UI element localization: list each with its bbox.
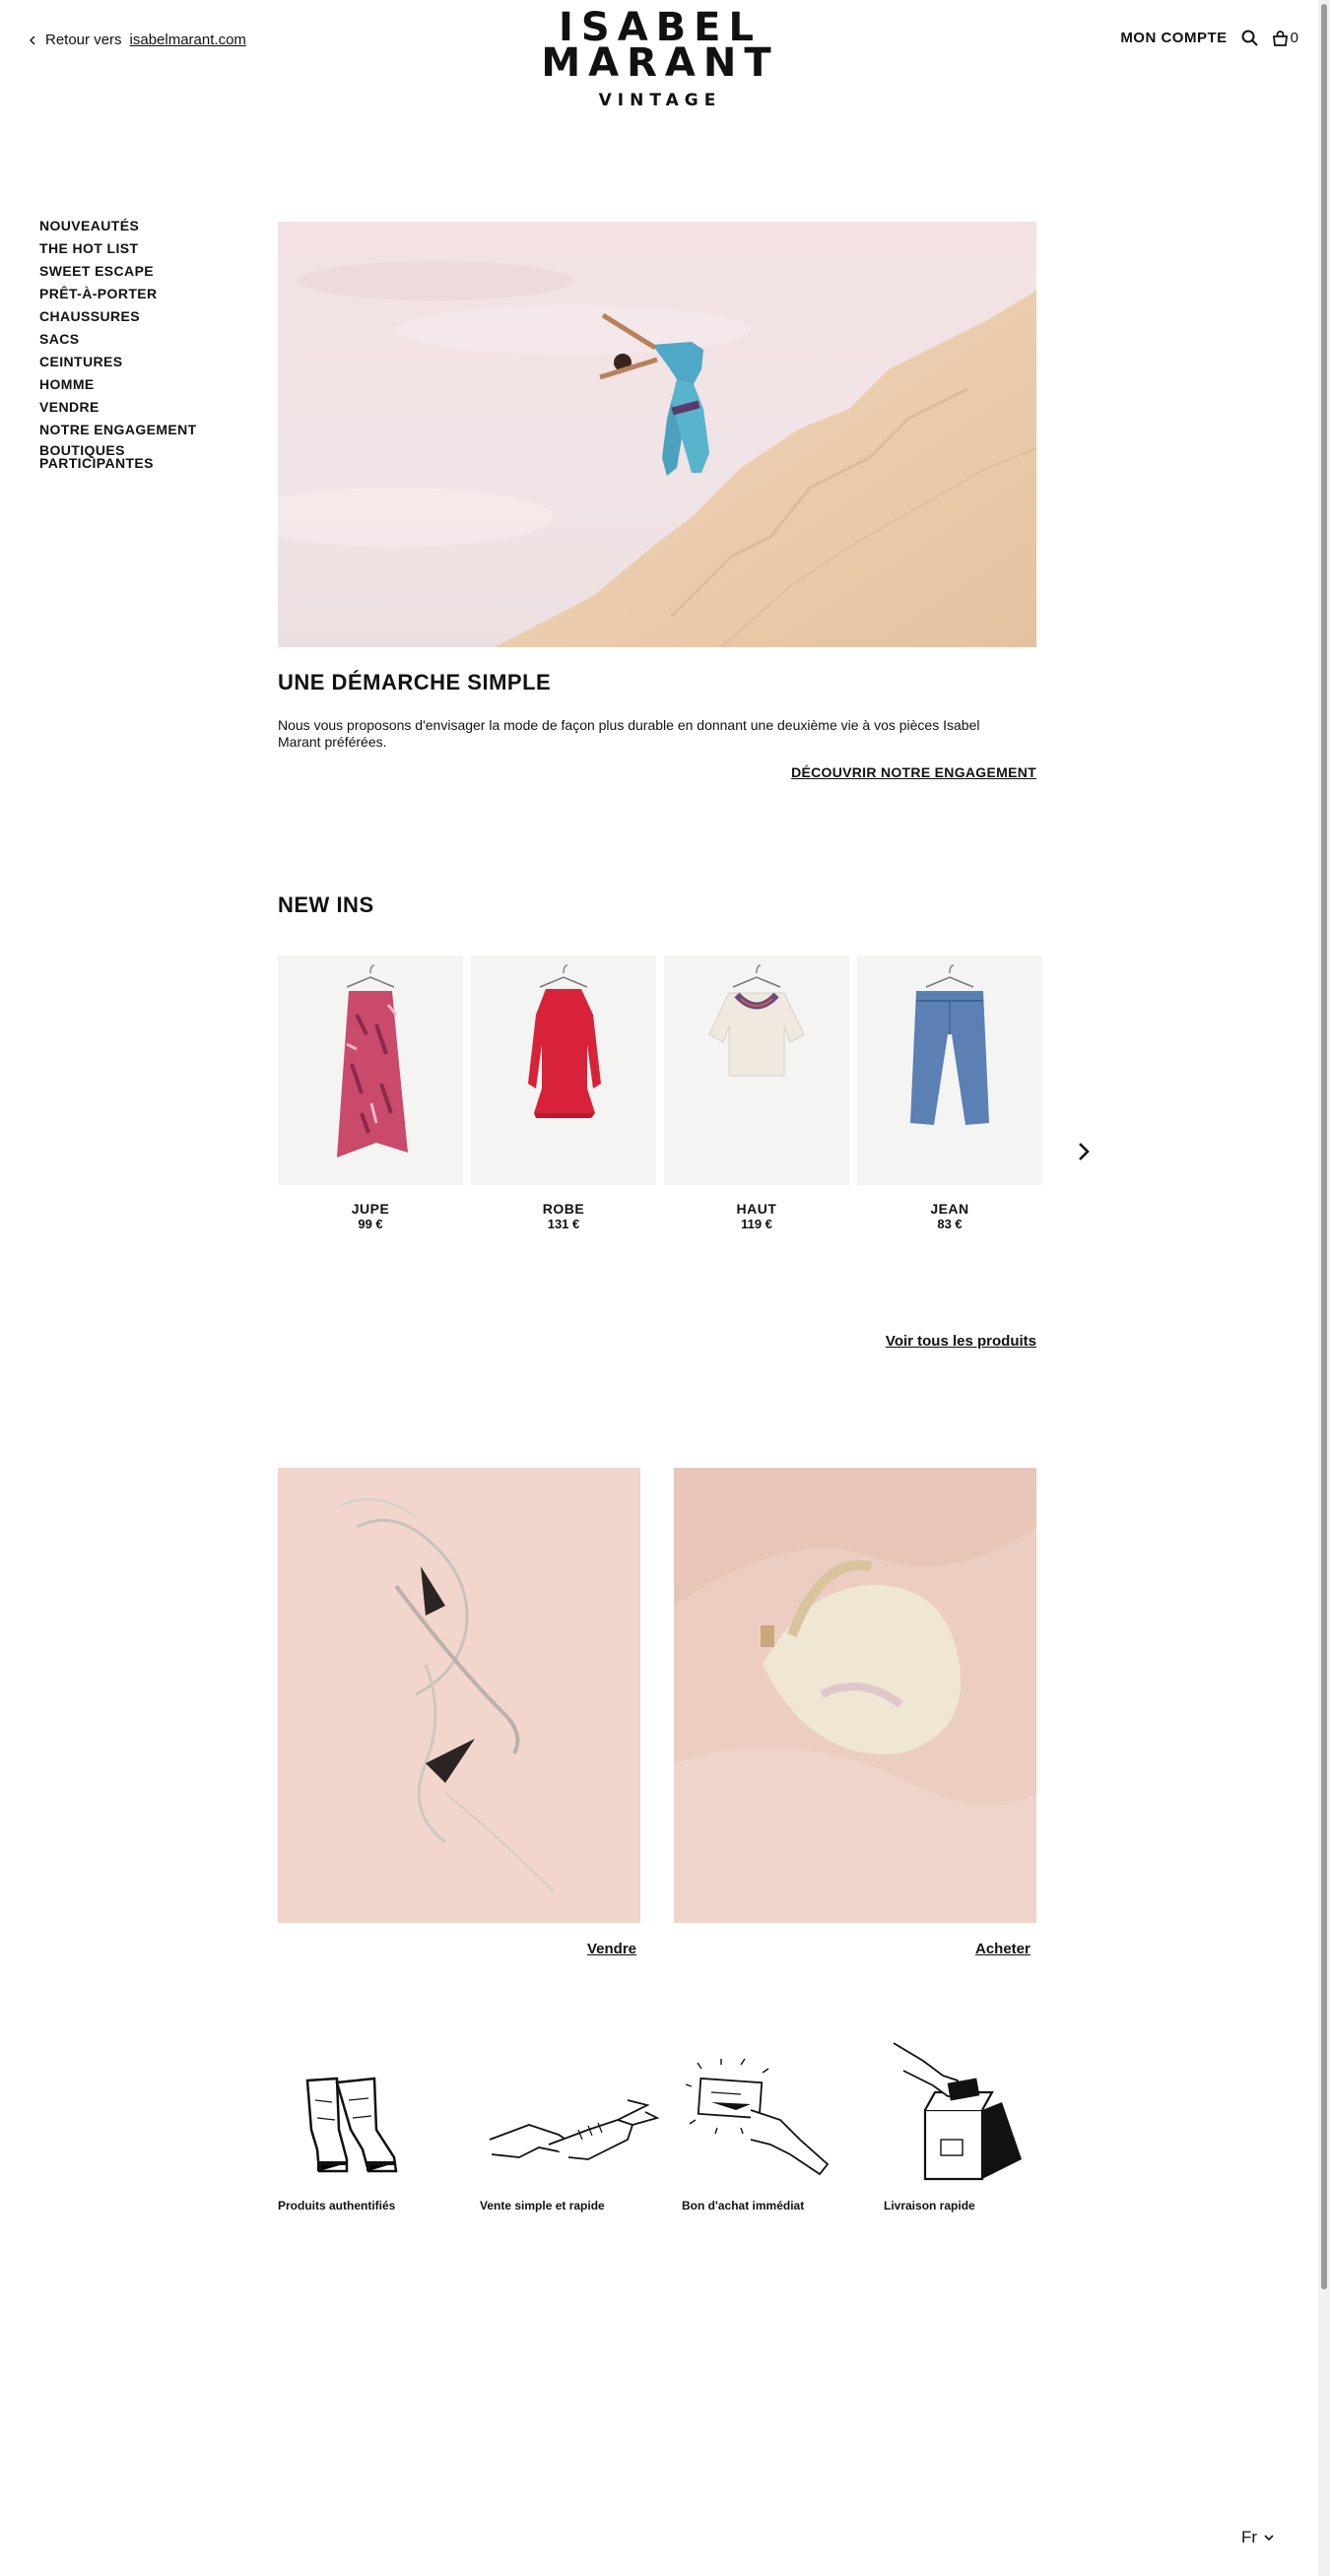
voucher-icon xyxy=(682,2031,879,2194)
sell-promo-image[interactable] xyxy=(278,1468,640,1923)
view-all-products-link[interactable]: Voir tous les produits xyxy=(885,1333,1036,1350)
sidebar-item-sacs[interactable]: SACS xyxy=(39,331,80,347)
product-price: 99 € xyxy=(358,1217,383,1231)
page-scrollbar[interactable] xyxy=(1318,0,1330,2576)
feature-label: Vente simple et rapide xyxy=(480,2199,605,2213)
header xyxy=(0,0,1330,118)
product-image xyxy=(857,956,1042,1185)
search-icon xyxy=(1241,30,1258,46)
account-link[interactable]: MON COMPTE xyxy=(1120,30,1228,46)
product-image xyxy=(278,956,463,1185)
product-card[interactable] xyxy=(278,956,463,1231)
product-image xyxy=(471,956,656,1185)
site-logo[interactable] xyxy=(512,5,808,110)
intro-text: Nous vous proposons d'envisager la mode de façon plus durable en donnant une deuxième vie à vos pièces Isabel Marant préférées. xyxy=(278,717,980,750)
sidebar-item-notre-engagement[interactable]: NOTRE ENGAGEMENT xyxy=(39,422,197,437)
feature-fast-delivery xyxy=(884,2031,1081,2213)
back-link-prefix: Retour vers xyxy=(45,32,122,48)
product-image xyxy=(664,956,849,1185)
product-price: 119 € xyxy=(741,1217,772,1231)
language-selector[interactable] xyxy=(1241,2528,1275,2547)
product-name: JEAN xyxy=(930,1201,969,1217)
product-card[interactable] xyxy=(664,956,849,1231)
sidebar-item-boutiques-participantes[interactable] xyxy=(39,442,236,471)
chevron-left-icon xyxy=(28,35,37,45)
sell-link[interactable]: Vendre xyxy=(587,1941,637,1957)
handshake-icon xyxy=(480,2031,677,2194)
intro-title: UNE DÉMARCHE SIMPLE xyxy=(278,670,552,694)
logo-line-2: MARANT xyxy=(541,40,779,86)
buy-link[interactable]: Acheter xyxy=(975,1941,1031,1957)
sidebar-item-hot-list[interactable]: THE HOT LIST xyxy=(39,240,139,256)
product-price: 131 € xyxy=(547,1217,580,1231)
cart-count: 0 xyxy=(1290,30,1298,46)
feature-simple-sale xyxy=(480,2031,677,2213)
logo-line-3: VINTAGE xyxy=(598,91,722,110)
product-carousel xyxy=(278,956,1036,1231)
feature-label: Produits authentifiés xyxy=(278,2199,396,2213)
search-button[interactable] xyxy=(1241,30,1258,46)
discover-engagement-link[interactable]: DÉCOUVRIR NOTRE ENGAGEMENT xyxy=(791,764,1036,780)
product-name: HAUT xyxy=(736,1201,777,1217)
boots-icon xyxy=(278,2031,475,2194)
back-link-site[interactable]: isabelmarant.com xyxy=(129,32,246,48)
sidebar-item-homme[interactable]: HOMME xyxy=(39,376,95,392)
chevron-right-icon xyxy=(1072,1138,1096,1165)
sidebar-item-chaussures[interactable]: CHAUSSURES xyxy=(39,308,141,324)
product-card[interactable] xyxy=(471,956,656,1231)
sidebar-item-vendre[interactable]: VENDRE xyxy=(39,399,100,415)
language-current: Fr xyxy=(1241,2528,1258,2546)
hero-image xyxy=(278,222,1036,647)
product-price: 83 € xyxy=(937,1217,963,1231)
sidebar-item-sweet-escape[interactable]: SWEET ESCAPE xyxy=(39,263,155,279)
new-ins-title: NEW INS xyxy=(278,892,374,917)
sidebar-item-ceintures[interactable]: CEINTURES xyxy=(39,354,123,369)
feature-label: Bon d'achat immédiat xyxy=(682,2199,805,2213)
sidebar-item-pret-a-porter[interactable]: PRÊT-À-PORTER xyxy=(39,286,158,301)
header-actions xyxy=(1120,30,1298,46)
sidebar-item-label-line-2: PARTICIPANTES xyxy=(39,455,154,471)
carousel-next-button[interactable] xyxy=(1072,1138,1096,1165)
sidebar-item-label-line-1: BOUTIQUES xyxy=(39,442,125,458)
feature-authenticated xyxy=(278,2031,475,2213)
sidebar-item-nouveautes[interactable]: NOUVEAUTÉS xyxy=(39,218,140,233)
buy-promo-image[interactable] xyxy=(674,1468,1036,1923)
product-name: ROBE xyxy=(542,1201,585,1217)
back-to-site-link[interactable] xyxy=(28,32,246,48)
feature-label: Livraison rapide xyxy=(884,2199,975,2213)
bag-icon xyxy=(1272,31,1289,46)
feature-voucher xyxy=(682,2031,879,2213)
logo-line-1: ISABEL xyxy=(559,5,762,50)
product-name: JUPE xyxy=(351,1201,390,1217)
sidebar-nav xyxy=(39,219,236,470)
cart-button[interactable] xyxy=(1272,30,1298,46)
chevron-down-icon xyxy=(1263,2533,1275,2543)
delivery-box-icon xyxy=(884,2031,1081,2194)
scrollbar-thumb[interactable] xyxy=(1321,4,1327,2289)
product-card[interactable] xyxy=(857,956,1042,1231)
